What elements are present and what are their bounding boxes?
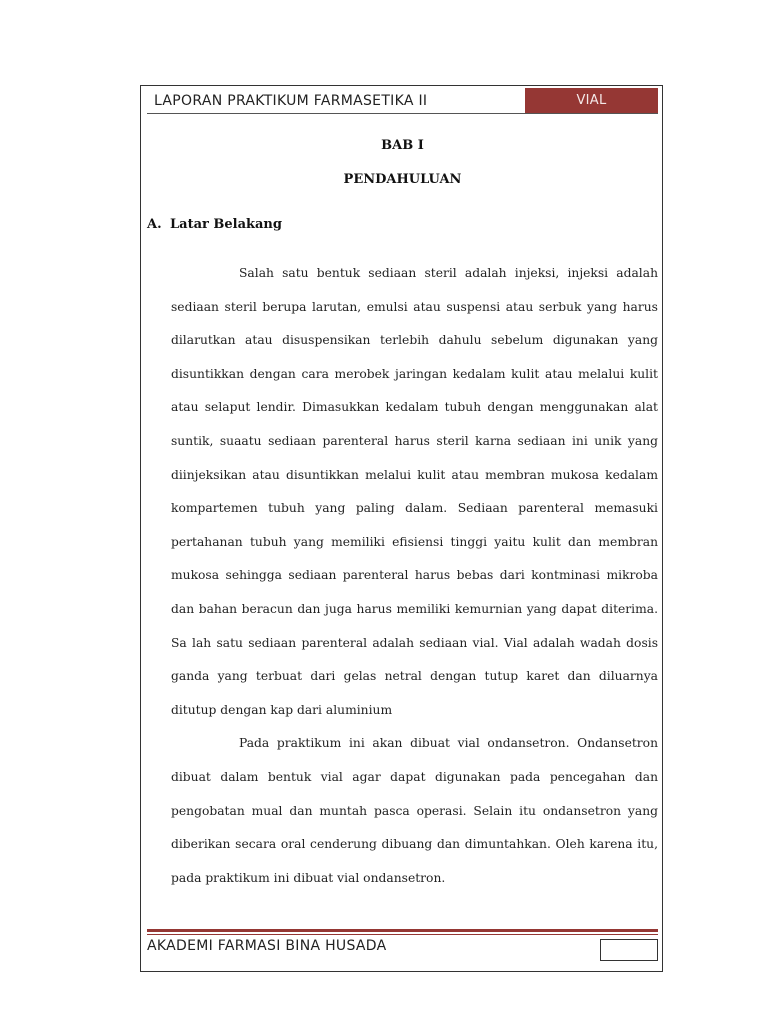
section-letter: A. bbox=[147, 217, 162, 232]
footer-divider-thin bbox=[147, 934, 658, 935]
document-tag-badge: VIAL bbox=[525, 88, 658, 113]
section-heading bbox=[147, 217, 282, 232]
paragraph: Pada praktikum ini akan dibuat vial ondansetron. Ondansetron dibuat dalam bentuk vial agar dapat digunakan pada pencegahan dan pengobatan mual dan muntah pasca operasi. Selain itu ondansetron yang diberikan secara oral cenderung dibuang dan dimuntahkan. Oleh karena itu, pada praktikum ini dibuat vial ondansetron. bbox=[171, 736, 658, 885]
paragraph: Salah satu bentuk sediaan steril adalah injeksi, injeksi adalah sediaan steril berupa larutan, emulsi atau suspensi atau serbuk yang harus dilarutkan atau disuspensikan terlebih dahulu sebelum digunakan yang disuntikkan dengan cara merobek jaringan kedalam kulit atau melalui kulit atau selaput lendir. Dimasukkan kedalam tubuh dengan menggunakan alat suntik, suaatu sediaan parenteral harus steril karna sediaan ini unik yang diinjeksikan atau disuntikkan melalui kulit atau membran mukosa kedalam kompartemen tubuh yang paling dalam. Sediaan parenteral memasuki pertahanan tubuh yang memiliki efisiensi tinggi yaitu kulit dan membran mukosa sehingga sediaan parenteral harus bebas dari kontminasi mikroba dan bahan beracun dan juga harus memiliki kemurnian yang dapat diterima. Sa lah satu sediaan parenteral adalah sediaan vial. Vial adalah wadah dosis ganda yang terbuat dari gelas netral dengan tutup karet dan diluarnya ditutup dengan kap dari aluminium bbox=[171, 266, 658, 717]
header-divider bbox=[147, 113, 658, 114]
chapter-title: PENDAHULUAN bbox=[343, 172, 462, 187]
institution-name: AKADEMI FARMASI BINA HUSADA bbox=[147, 938, 387, 954]
page-number-box bbox=[600, 939, 658, 961]
report-title: LAPORAN PRAKTIKUM FARMASETIKA II bbox=[154, 93, 428, 109]
body-text bbox=[171, 257, 658, 895]
footer-divider-thick bbox=[147, 929, 658, 932]
chapter-number: BAB I bbox=[381, 138, 424, 153]
section-title: Latar Belakang bbox=[170, 217, 282, 232]
